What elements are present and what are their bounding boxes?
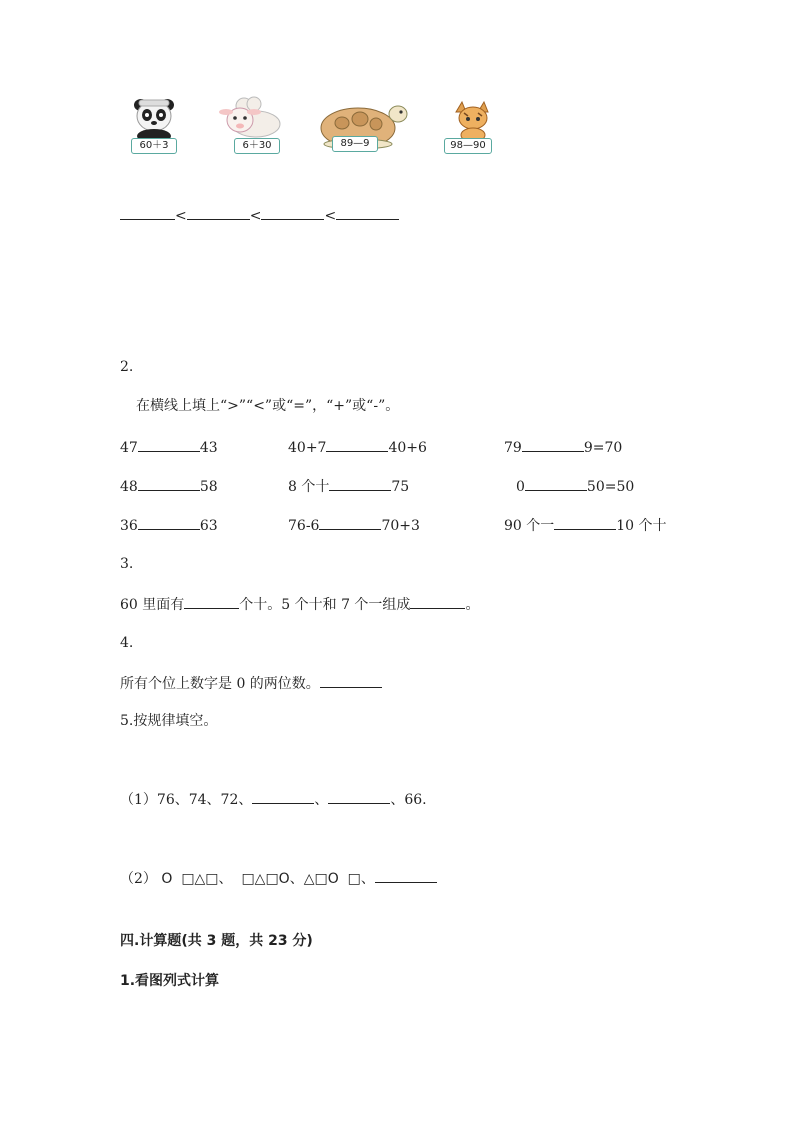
pattern-shape-group: □△□ [181, 871, 219, 887]
q3-blank-1[interactable] [184, 594, 239, 609]
compare-blank[interactable] [522, 437, 584, 452]
order-blank-3[interactable] [261, 205, 324, 220]
panda-expr-tag: 60＋3 [131, 138, 177, 154]
pattern-line-1: （1）76、74、72、 、 、66. [120, 789, 427, 809]
sheep-icon [214, 96, 284, 140]
compare-blank[interactable] [138, 437, 200, 452]
less-than-sign: < [249, 208, 262, 224]
animal-sheep [214, 96, 284, 158]
compare-item: 40+7 40+6 [288, 437, 427, 457]
cat-icon [444, 98, 496, 142]
cat-expr-tag: 98—90 [444, 138, 492, 154]
compare-blank[interactable] [138, 476, 200, 491]
compare-blank[interactable] [525, 476, 587, 491]
compare-blank[interactable] [319, 515, 381, 530]
question-3-number: 3. [120, 556, 134, 572]
section-4-question-1: 1.看图列式计算 [120, 973, 220, 989]
compare-item: 36 63 [120, 515, 218, 535]
compare-item: 48 58 [120, 476, 218, 496]
compare-item: 0 50=50 [516, 476, 634, 496]
compare-blank[interactable] [329, 476, 391, 491]
animal-cat [444, 98, 496, 158]
pattern-blank-3[interactable] [375, 868, 437, 883]
pattern-line-2: （2） O □△□、 □△□O、△□O □、 [120, 868, 437, 888]
animal-panda [128, 96, 180, 158]
pattern-shape-square: □ [347, 871, 361, 887]
compare-item: 47 43 [120, 437, 218, 457]
sheep-expr-tag: 6＋30 [234, 138, 280, 154]
question-5-title: 5.按规律填空。 [120, 713, 218, 729]
compare-blank[interactable] [326, 437, 388, 452]
turtle-expr-tag: 89—9 [332, 136, 378, 152]
question-4-text: 所有个位上数字是 0 的两位数。 [120, 673, 382, 693]
order-blank-4[interactable] [336, 205, 399, 220]
question-2-number: 2. [120, 359, 134, 375]
compare-blank[interactable] [554, 515, 616, 530]
q4-blank[interactable] [320, 673, 382, 688]
q3-blank-2[interactable] [410, 594, 465, 609]
question-3-text: 60 里面有 个十。5 个十和 7 个一组成 。 [120, 594, 479, 614]
pattern-blank-2[interactable] [328, 789, 390, 804]
pattern-shape-circle: O [161, 871, 173, 887]
pattern-shape-group: □△□O [241, 871, 290, 887]
panda-icon [128, 96, 180, 142]
compare-blank[interactable] [138, 515, 200, 530]
order-blank-2[interactable] [187, 205, 250, 220]
compare-item: 90 个一 10 个十 [504, 515, 667, 535]
order-blank-1[interactable] [120, 205, 175, 220]
compare-item: 79 9=70 [504, 437, 622, 457]
question-4-number: 4. [120, 635, 134, 651]
compare-item: 8 个十 75 [288, 476, 409, 496]
question-2-instruction: 在横线上填上“>”“<”或“=”，“+”或“-”。 [136, 398, 400, 414]
pattern-blank-1[interactable] [252, 789, 314, 804]
compare-item: 76-6 70+3 [288, 515, 420, 535]
pattern-shape-group: △□O [303, 871, 339, 887]
section-4-title: 四.计算题(共 3 题，共 23 分) [120, 933, 313, 949]
ordering-line [120, 205, 399, 225]
less-than-sign: < [324, 208, 337, 224]
animal-turtle [318, 100, 410, 158]
less-than-sign: < [175, 208, 187, 224]
